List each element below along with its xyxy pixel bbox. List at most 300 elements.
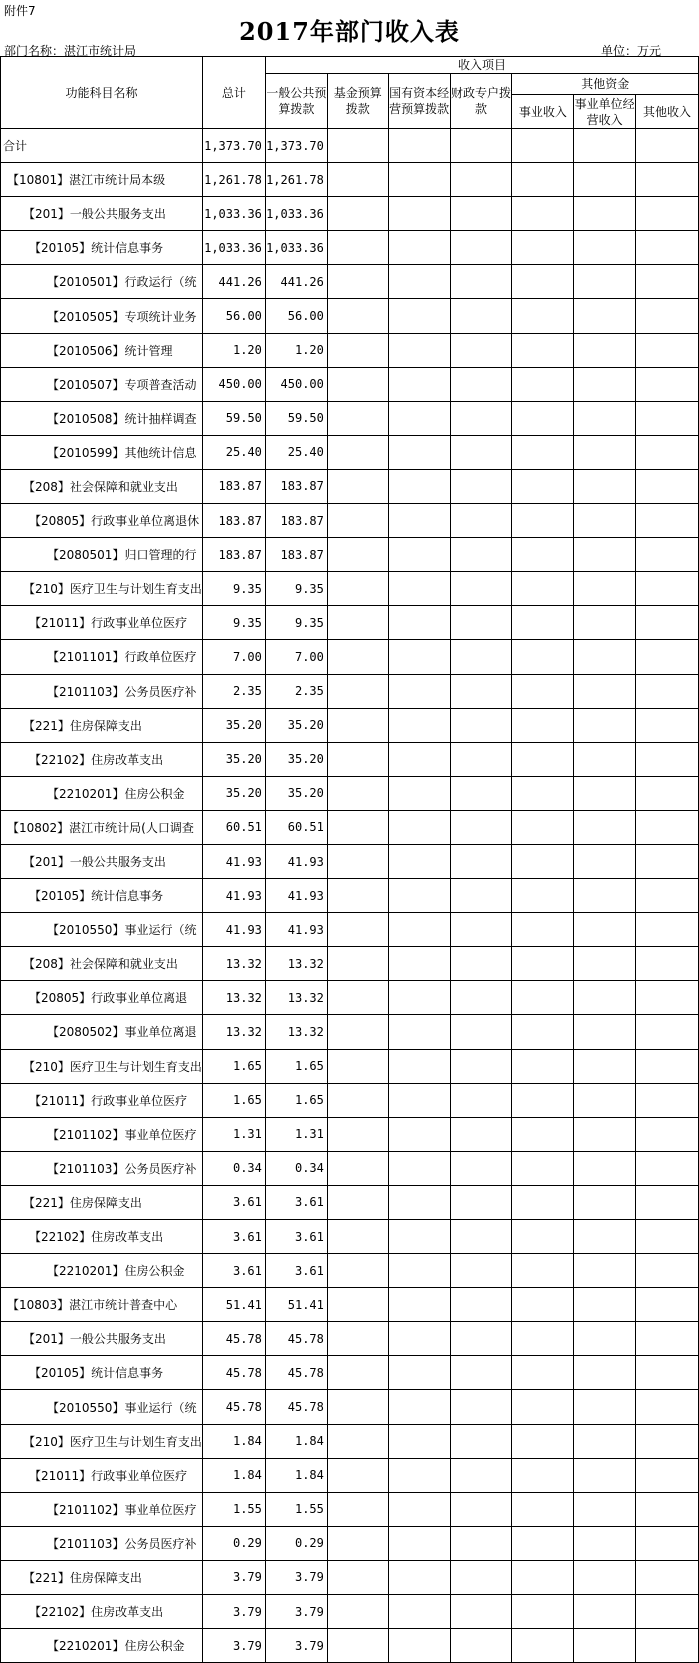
row-state-capital	[388, 1595, 450, 1629]
row-business-income	[512, 231, 574, 265]
row-total: 3.79	[202, 1560, 265, 1594]
row-fund-budget	[327, 1560, 388, 1594]
row-operating-income	[574, 879, 636, 913]
row-general-budget: 45.78	[265, 1390, 327, 1424]
table-row	[1, 1288, 699, 1322]
row-operating-income	[574, 1595, 636, 1629]
table-row	[1, 265, 699, 299]
row-fund-budget	[327, 674, 388, 708]
page-title: 2017年部门收入表	[239, 17, 460, 46]
row-operating-income	[574, 1322, 636, 1356]
row-other-income	[636, 469, 699, 503]
row-operating-income	[574, 1458, 636, 1492]
row-business-income	[512, 606, 574, 640]
row-state-capital	[388, 435, 450, 469]
row-total: 183.87	[202, 538, 265, 572]
row-function-name: 【201】一般公共服务支出	[1, 1322, 203, 1356]
row-state-capital	[388, 708, 450, 742]
row-total: 3.61	[202, 1220, 265, 1254]
header-total: 总计	[202, 57, 265, 129]
attachment-label: 附件7	[4, 4, 36, 18]
row-fund-budget	[327, 1083, 388, 1117]
row-special-account	[450, 1492, 512, 1526]
row-general-budget: 1,261.78	[265, 163, 327, 197]
table-row	[1, 1629, 699, 1663]
row-special-account	[450, 1458, 512, 1492]
row-total: 25.40	[202, 435, 265, 469]
row-function-name: 【2010507】专项普查活动	[1, 367, 203, 401]
row-fund-budget	[327, 606, 388, 640]
row-total: 45.78	[202, 1356, 265, 1390]
row-function-name: 【2101101】行政单位医疗	[1, 640, 203, 674]
row-total: 13.32	[202, 947, 265, 981]
row-total: 1.31	[202, 1117, 265, 1151]
row-special-account	[450, 674, 512, 708]
row-business-income	[512, 265, 574, 299]
row-fund-budget	[327, 538, 388, 572]
row-special-account	[450, 231, 512, 265]
row-fund-budget	[327, 1492, 388, 1526]
row-general-budget: 25.40	[265, 435, 327, 469]
row-function-name: 【10801】湛江市统计局本级	[1, 163, 203, 197]
row-other-income	[636, 504, 699, 538]
row-business-income	[512, 1458, 574, 1492]
row-special-account	[450, 1629, 512, 1663]
row-other-income	[636, 1185, 699, 1219]
row-state-capital	[388, 913, 450, 947]
row-state-capital	[388, 1356, 450, 1390]
row-special-account	[450, 299, 512, 333]
row-business-income	[512, 1220, 574, 1254]
row-fund-budget	[327, 879, 388, 913]
table-row	[1, 367, 699, 401]
row-special-account	[450, 1322, 512, 1356]
row-operating-income	[574, 1254, 636, 1288]
row-fund-budget	[327, 231, 388, 265]
row-state-capital	[388, 1015, 450, 1049]
row-state-capital	[388, 572, 450, 606]
row-business-income	[512, 708, 574, 742]
row-function-name: 【2010506】统计管理	[1, 333, 203, 367]
row-total: 0.29	[202, 1526, 265, 1560]
row-function-name: 【2210201】住房公积金	[1, 776, 203, 810]
row-total: 1.84	[202, 1424, 265, 1458]
row-fund-budget	[327, 367, 388, 401]
table-row	[1, 810, 699, 844]
row-total: 183.87	[202, 504, 265, 538]
row-other-income	[636, 674, 699, 708]
row-state-capital	[388, 879, 450, 913]
row-special-account	[450, 1049, 512, 1083]
row-other-income	[636, 640, 699, 674]
row-total: 9.35	[202, 606, 265, 640]
row-business-income	[512, 1049, 574, 1083]
row-fund-budget	[327, 1629, 388, 1663]
row-function-name: 【21011】行政事业单位医疗	[1, 1083, 203, 1117]
row-general-budget: 1.84	[265, 1424, 327, 1458]
row-function-name: 【221】住房保障支出	[1, 1185, 203, 1219]
row-other-income	[636, 435, 699, 469]
header-state-capital: 国有资本经营预算拨款	[388, 74, 450, 129]
row-function-name: 【208】社会保障和就业支出	[1, 469, 203, 503]
table-row	[1, 1356, 699, 1390]
row-business-income	[512, 299, 574, 333]
row-general-budget: 60.51	[265, 810, 327, 844]
row-state-capital	[388, 333, 450, 367]
row-other-income	[636, 844, 699, 878]
row-business-income	[512, 1083, 574, 1117]
row-special-account	[450, 1151, 512, 1185]
row-total: 3.79	[202, 1629, 265, 1663]
row-business-income	[512, 1526, 574, 1560]
row-general-budget: 13.32	[265, 981, 327, 1015]
row-special-account	[450, 1595, 512, 1629]
row-special-account	[450, 435, 512, 469]
row-special-account	[450, 1526, 512, 1560]
row-function-name: 【210】医疗卫生与计划生育支出	[1, 1049, 203, 1083]
header-function-name: 功能科目名称	[1, 57, 203, 129]
row-other-income	[636, 1526, 699, 1560]
table-row	[1, 708, 699, 742]
table-row	[1, 1151, 699, 1185]
row-special-account	[450, 879, 512, 913]
row-function-name: 【10803】湛江市统计普查中心	[1, 1288, 203, 1322]
table-row	[1, 606, 699, 640]
row-other-income	[636, 1560, 699, 1594]
row-other-income	[636, 197, 699, 231]
row-other-income	[636, 1151, 699, 1185]
table-row	[1, 844, 699, 878]
row-function-name: 【20105】统计信息事务	[1, 231, 203, 265]
table-row	[1, 742, 699, 776]
row-business-income	[512, 879, 574, 913]
row-general-budget: 1,033.36	[265, 197, 327, 231]
row-operating-income	[574, 333, 636, 367]
row-business-income	[512, 1424, 574, 1458]
row-special-account	[450, 401, 512, 435]
row-business-income	[512, 1254, 574, 1288]
header-fund-budget: 基金预算拨款	[327, 74, 388, 129]
row-operating-income	[574, 1424, 636, 1458]
row-special-account	[450, 1083, 512, 1117]
table-row	[1, 1560, 699, 1594]
table-row	[1, 1526, 699, 1560]
row-other-income	[636, 401, 699, 435]
row-total: 56.00	[202, 299, 265, 333]
row-operating-income	[574, 1185, 636, 1219]
row-business-income	[512, 913, 574, 947]
row-special-account	[450, 504, 512, 538]
row-function-name: 【22102】住房改革支出	[1, 1595, 203, 1629]
row-function-name: 【221】住房保障支出	[1, 708, 203, 742]
row-function-name: 【201】一般公共服务支出	[1, 197, 203, 231]
row-fund-budget	[327, 435, 388, 469]
row-total: 3.79	[202, 1595, 265, 1629]
row-state-capital	[388, 640, 450, 674]
row-general-budget: 183.87	[265, 538, 327, 572]
row-function-name: 【21011】行政事业单位医疗	[1, 606, 203, 640]
row-other-income	[636, 1049, 699, 1083]
table-row	[1, 538, 699, 572]
row-total: 41.93	[202, 879, 265, 913]
row-general-budget: 35.20	[265, 708, 327, 742]
row-fund-budget	[327, 1117, 388, 1151]
row-general-budget: 450.00	[265, 367, 327, 401]
row-fund-budget	[327, 776, 388, 810]
row-function-name: 【22102】住房改革支出	[1, 742, 203, 776]
table-row	[1, 231, 699, 265]
row-other-income	[636, 1220, 699, 1254]
row-special-account	[450, 640, 512, 674]
row-operating-income	[574, 1049, 636, 1083]
row-general-budget: 45.78	[265, 1322, 327, 1356]
row-special-account	[450, 810, 512, 844]
row-general-budget: 41.93	[265, 879, 327, 913]
row-total: 1.55	[202, 1492, 265, 1526]
row-special-account	[450, 1117, 512, 1151]
row-other-income	[636, 947, 699, 981]
row-other-income	[636, 538, 699, 572]
row-state-capital	[388, 469, 450, 503]
row-business-income	[512, 367, 574, 401]
row-business-income	[512, 197, 574, 231]
row-fund-budget	[327, 1322, 388, 1356]
row-business-income	[512, 163, 574, 197]
row-special-account	[450, 1356, 512, 1390]
table-row	[1, 1117, 699, 1151]
table-row	[1, 333, 699, 367]
table-row	[1, 1458, 699, 1492]
row-general-budget: 1.65	[265, 1049, 327, 1083]
row-general-budget: 1.84	[265, 1458, 327, 1492]
row-function-name: 【210】医疗卫生与计划生育支出	[1, 1424, 203, 1458]
row-general-budget: 41.93	[265, 913, 327, 947]
row-business-income	[512, 401, 574, 435]
row-other-income	[636, 1254, 699, 1288]
row-business-income	[512, 947, 574, 981]
row-total: 2.35	[202, 674, 265, 708]
row-fund-budget	[327, 572, 388, 606]
row-general-budget: 13.32	[265, 947, 327, 981]
row-function-name: 【2101102】事业单位医疗	[1, 1492, 203, 1526]
table-row	[1, 947, 699, 981]
table-row	[1, 129, 699, 163]
row-function-name: 【20805】行政事业单位离退休	[1, 504, 203, 538]
row-state-capital	[388, 1220, 450, 1254]
row-special-account	[450, 913, 512, 947]
row-fund-budget	[327, 640, 388, 674]
row-fund-budget	[327, 913, 388, 947]
row-fund-budget	[327, 163, 388, 197]
row-other-income	[636, 299, 699, 333]
row-general-budget: 41.93	[265, 844, 327, 878]
row-other-income	[636, 1322, 699, 1356]
row-business-income	[512, 469, 574, 503]
row-other-income	[636, 163, 699, 197]
row-total: 3.61	[202, 1185, 265, 1219]
row-other-income	[636, 810, 699, 844]
row-function-name: 【20805】行政事业单位离退	[1, 981, 203, 1015]
header-other-income: 其他收入	[636, 95, 699, 129]
row-state-capital	[388, 1322, 450, 1356]
row-total: 59.50	[202, 401, 265, 435]
row-general-budget: 1.20	[265, 333, 327, 367]
row-operating-income	[574, 1117, 636, 1151]
row-general-budget: 56.00	[265, 299, 327, 333]
row-operating-income	[574, 844, 636, 878]
row-fund-budget	[327, 1390, 388, 1424]
row-function-name: 【2010505】专项统计业务	[1, 299, 203, 333]
row-business-income	[512, 333, 574, 367]
row-total: 35.20	[202, 776, 265, 810]
row-fund-budget	[327, 1356, 388, 1390]
table-row	[1, 1015, 699, 1049]
row-operating-income	[574, 469, 636, 503]
row-function-name: 【2080501】归口管理的行	[1, 538, 203, 572]
row-function-name: 【2080502】事业单位离退	[1, 1015, 203, 1049]
row-state-capital	[388, 1560, 450, 1594]
row-state-capital	[388, 197, 450, 231]
row-state-capital	[388, 1492, 450, 1526]
row-state-capital	[388, 1151, 450, 1185]
row-total: 1.65	[202, 1083, 265, 1117]
row-state-capital	[388, 129, 450, 163]
row-function-name: 【201】一般公共服务支出	[1, 844, 203, 878]
row-special-account	[450, 1220, 512, 1254]
row-business-income	[512, 435, 574, 469]
row-state-capital	[388, 265, 450, 299]
row-special-account	[450, 265, 512, 299]
row-operating-income	[574, 538, 636, 572]
row-special-account	[450, 333, 512, 367]
header-special-account: 财政专户拨款	[450, 74, 512, 129]
row-general-budget: 3.79	[265, 1595, 327, 1629]
row-special-account	[450, 129, 512, 163]
row-general-budget: 183.87	[265, 469, 327, 503]
row-other-income	[636, 1629, 699, 1663]
row-operating-income	[574, 504, 636, 538]
row-fund-budget	[327, 844, 388, 878]
row-fund-budget	[327, 129, 388, 163]
row-operating-income	[574, 981, 636, 1015]
row-operating-income	[574, 197, 636, 231]
row-fund-budget	[327, 947, 388, 981]
row-operating-income	[574, 742, 636, 776]
row-operating-income	[574, 1560, 636, 1594]
header-operating-income: 事业单位经营收入	[574, 96, 635, 127]
row-other-income	[636, 742, 699, 776]
row-general-budget: 3.79	[265, 1560, 327, 1594]
row-other-income	[636, 776, 699, 810]
row-total: 9.35	[202, 572, 265, 606]
row-total: 35.20	[202, 742, 265, 776]
row-state-capital	[388, 1458, 450, 1492]
row-total: 7.00	[202, 640, 265, 674]
row-operating-income	[574, 367, 636, 401]
row-fund-budget	[327, 1185, 388, 1219]
row-fund-budget	[327, 469, 388, 503]
row-operating-income	[574, 1390, 636, 1424]
row-total: 1,373.70	[202, 129, 265, 163]
row-state-capital	[388, 299, 450, 333]
row-fund-budget	[327, 1220, 388, 1254]
row-other-income	[636, 231, 699, 265]
table-row	[1, 1083, 699, 1117]
row-total: 183.87	[202, 469, 265, 503]
row-function-name: 【2101102】事业单位医疗	[1, 1117, 203, 1151]
row-general-budget: 3.61	[265, 1254, 327, 1288]
row-fund-budget	[327, 1424, 388, 1458]
row-general-budget: 1,373.70	[265, 129, 327, 163]
row-total: 45.78	[202, 1322, 265, 1356]
row-business-income	[512, 1185, 574, 1219]
row-function-name: 【221】住房保障支出	[1, 1560, 203, 1594]
table-row	[1, 1254, 699, 1288]
row-function-name: 【20105】统计信息事务	[1, 879, 203, 913]
row-operating-income	[574, 708, 636, 742]
table-row	[1, 1492, 699, 1526]
row-business-income	[512, 1629, 574, 1663]
row-total: 51.41	[202, 1288, 265, 1322]
table-row	[1, 1049, 699, 1083]
row-general-budget: 3.61	[265, 1185, 327, 1219]
row-other-income	[636, 1458, 699, 1492]
row-total: 0.34	[202, 1151, 265, 1185]
row-operating-income	[574, 1015, 636, 1049]
row-other-income	[636, 333, 699, 367]
row-function-name: 【2010550】事业运行（统	[1, 1390, 203, 1424]
row-special-account	[450, 981, 512, 1015]
row-fund-budget	[327, 504, 388, 538]
row-function-name: 【2010508】统计抽样调查	[1, 401, 203, 435]
row-business-income	[512, 810, 574, 844]
row-state-capital	[388, 947, 450, 981]
row-fund-budget	[327, 1151, 388, 1185]
row-fund-budget	[327, 1526, 388, 1560]
row-total: 1.20	[202, 333, 265, 367]
row-state-capital	[388, 163, 450, 197]
row-operating-income	[574, 1526, 636, 1560]
row-other-income	[636, 129, 699, 163]
row-function-name: 【210】医疗卫生与计划生育支出	[1, 572, 203, 606]
header-general-budget: 一般公共预算拨款	[265, 74, 327, 129]
table-row	[1, 197, 699, 231]
row-state-capital	[388, 1629, 450, 1663]
row-other-income	[636, 913, 699, 947]
row-fund-budget	[327, 742, 388, 776]
table-row	[1, 1595, 699, 1629]
row-special-account	[450, 1424, 512, 1458]
unit-label: 单位：万元	[601, 44, 662, 58]
row-other-income	[636, 1492, 699, 1526]
row-business-income	[512, 572, 574, 606]
row-function-name: 【2210201】住房公积金	[1, 1629, 203, 1663]
row-special-account	[450, 606, 512, 640]
row-other-income	[636, 708, 699, 742]
row-general-budget: 59.50	[265, 401, 327, 435]
row-business-income	[512, 1390, 574, 1424]
table-row	[1, 504, 699, 538]
row-special-account	[450, 469, 512, 503]
row-fund-budget	[327, 1254, 388, 1288]
row-special-account	[450, 708, 512, 742]
row-business-income	[512, 1356, 574, 1390]
row-function-name: 【2010550】事业运行（统	[1, 913, 203, 947]
row-other-income	[636, 1288, 699, 1322]
row-fund-budget	[327, 333, 388, 367]
table-row	[1, 640, 699, 674]
row-state-capital	[388, 776, 450, 810]
